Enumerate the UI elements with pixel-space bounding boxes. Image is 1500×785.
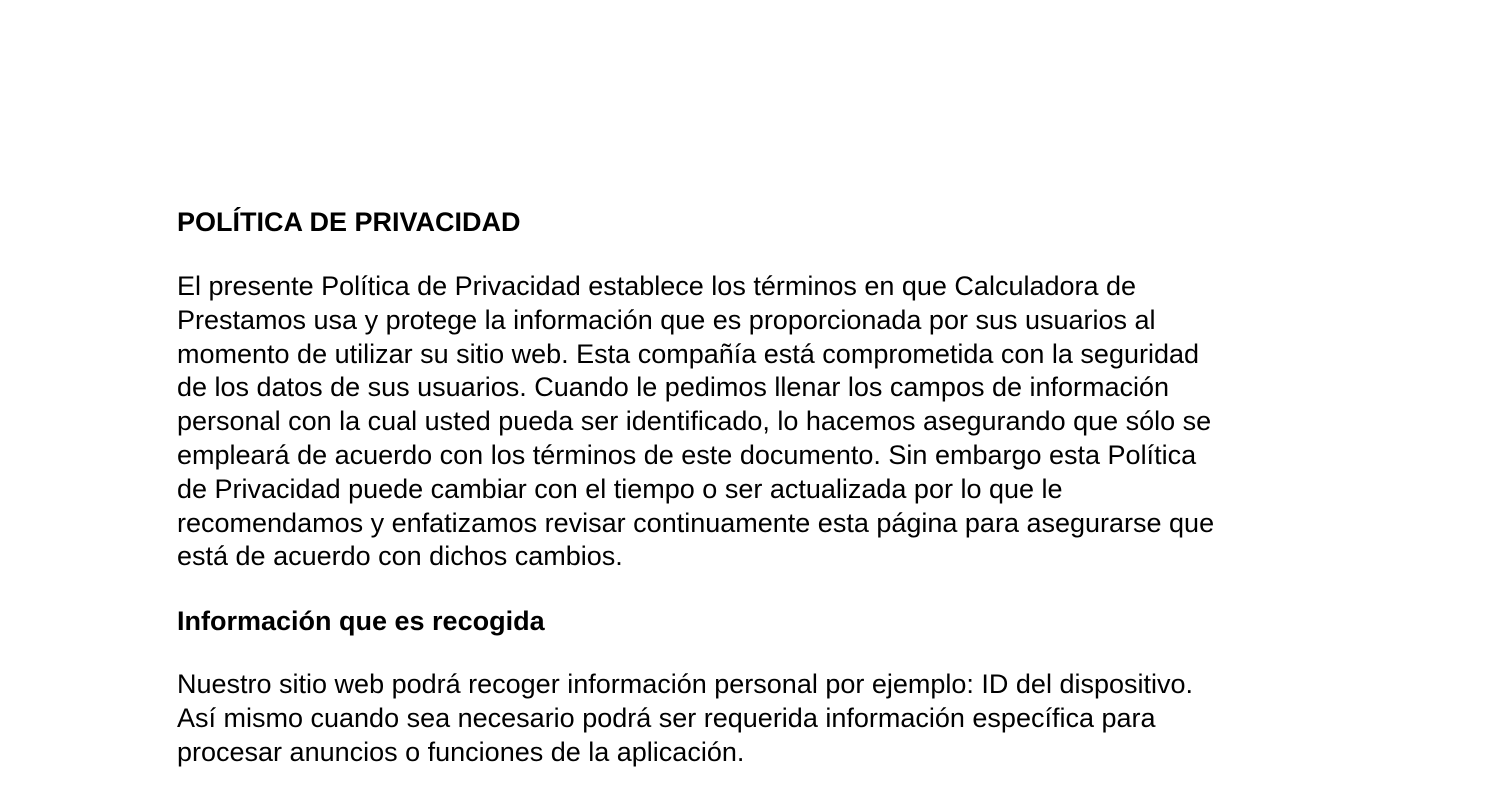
section-heading: Información que es recogida [177,606,545,637]
intro-paragraph [177,270,1327,574]
paragraph-line: personal con la cual usted pueda ser identificado, lo hacemos asegurando que sólo se [177,406,1212,437]
paragraph-line: empleará de acuerdo con los términos de este documento. Sin embargo esta Política [177,439,1197,470]
section-paragraph [177,668,1327,769]
page-title: POLÍTICA DE PRIVACIDAD [177,207,521,237]
paragraph-line: Prestamos usa y protege la información que es proporcionada por sus usuarios al [177,304,1156,335]
spacer [177,638,1327,668]
paragraph-line: de los datos de sus usuarios. Cuando le pedimos llenar los campos de información [177,372,1170,403]
paragraph-line: momento de utilizar su sitio web. Esta compañía está comprometida con la seguridad [177,338,1200,369]
paragraph-line: Nuestro sitio web podrá recoger información personal por ejemplo: ID del dispositivo. [177,669,1194,700]
paragraph-line: El presente Política de Privacidad establece los términos en que Calculadora de [177,271,1137,301]
paragraph-line: procesar anuncios o funciones de la aplicación. [177,736,745,767]
paragraph-line: está de acuerdo con dichos cambios. [177,541,623,572]
spacer [177,574,1327,604]
paragraph-line: recomendamos y enfatizamos revisar continuamente esta página para asegurarse que [177,507,1215,538]
paragraph-line: Así mismo cuando sea necesario podrá ser requerida información específica para [177,702,1156,733]
document-page [177,205,1327,770]
spacer [177,239,1327,270]
paragraph-line: de Privacidad puede cambiar con el tiempo o ser actualizada por lo que le [177,473,1063,504]
